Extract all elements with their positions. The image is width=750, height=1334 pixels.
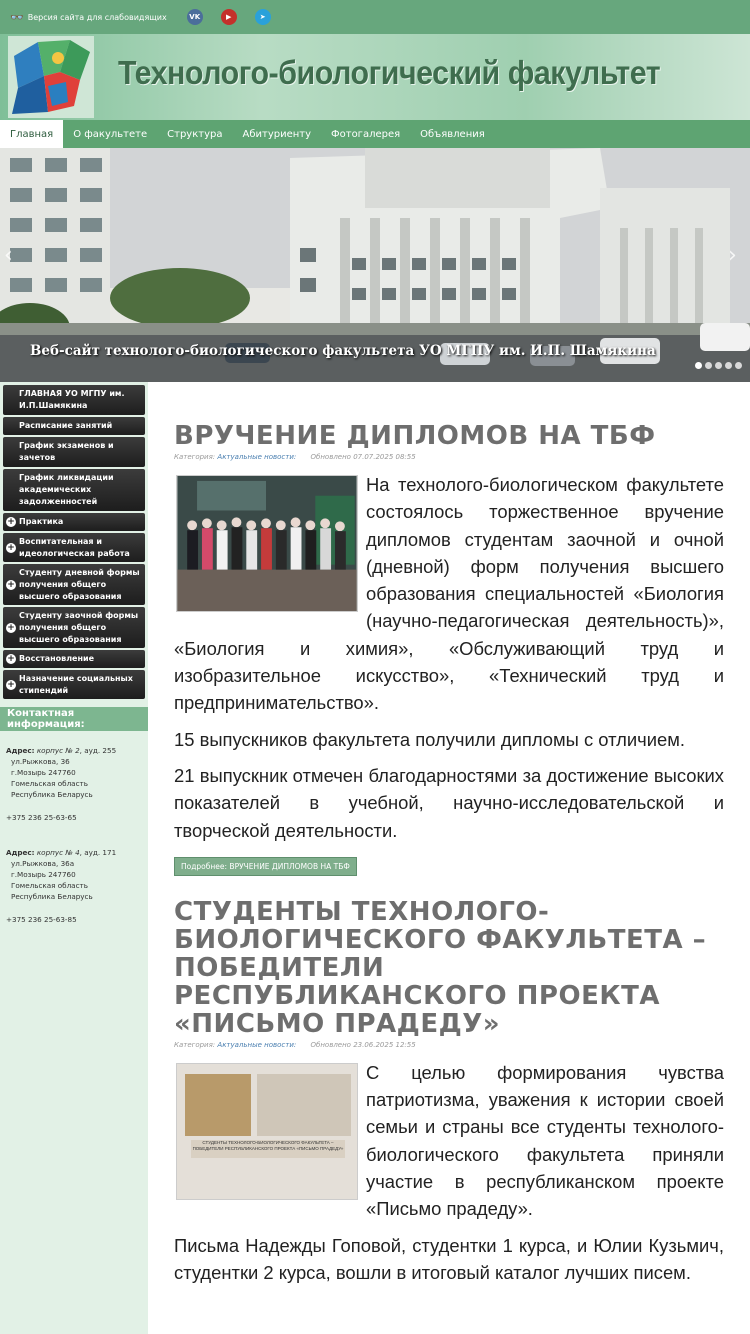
sidebar-item-debt-schedule[interactable] (3, 469, 145, 511)
sidebar-item-label: ГЛАВНАЯ УО МГПУ им. И.П.Шамякина (19, 389, 125, 410)
sidebar-menu (0, 382, 148, 699)
country: Республика Беларусь (11, 790, 93, 799)
plus-icon: + (7, 579, 15, 590)
article-paragraph: Письма Надежды Гоповой, студентки 1 курса, и Юлии Кузьмич, студентки 2 курса, вошли в итоговый каталог лучших писем. (174, 1234, 724, 1283)
sidebar-item-parttime-students[interactable] (3, 607, 145, 648)
sidebar-item-university-home[interactable] (3, 385, 145, 415)
slider-dot[interactable] (735, 362, 742, 369)
sidebar-item-label: График экзаменов и зачетов (19, 441, 114, 462)
main-nav (0, 120, 750, 148)
sidebar-item-label: Студенту дневной формы получения общего высшего образования (19, 567, 140, 601)
read-more-button[interactable]: Подробнее: ВРУЧЕНИЕ ДИПЛОМОВ НА ТБФ (174, 857, 357, 876)
article-paragraph: С целью формирования чувства патриотизма, уважения к истории своей семьи и страны все студенты технолого-биологического факультета приняли участие в республиканском проекте «Письмо прадеду». (366, 1061, 724, 1220)
building: корпус № 2 (36, 746, 80, 755)
phone: +375 236 25-63-65 (6, 813, 77, 822)
sidebar-item-label: Восстановление (19, 654, 95, 663)
slider-dot[interactable] (725, 362, 732, 369)
article-body (174, 471, 724, 844)
slider-dot[interactable] (705, 362, 712, 369)
article-paragraph: 21 выпускник отмечен благодарностями за достижение высоких показателей в учебной, научно-исследовательской и творческой деятельности. (174, 764, 724, 841)
nav-about[interactable]: О факультете (73, 128, 148, 140)
sidebar-item-education-work[interactable] (3, 533, 145, 562)
site-header (0, 34, 750, 120)
article-paragraph: На технолого-биологическом факультете состоялось торжественное вручение дипломов студентам заочной и очной (дневной) форм получения высшего образования специальностей «Биология (научно-педагогическая деятельность)», «Биология и химия», «Обслуживающий труд и изобразительное искусство», «Технический труд и предпринимательство». (174, 474, 724, 714)
sidebar-item-fulltime-students[interactable] (3, 564, 145, 605)
sidebar-item-practice[interactable] (3, 513, 145, 531)
nav-announcements[interactable]: Объявления (420, 128, 485, 140)
sidebar-item-schedule[interactable] (3, 417, 145, 435)
category-label: Категория: (174, 1040, 216, 1049)
category-label: Категория: (174, 453, 216, 461)
plus-icon: + (7, 654, 15, 664)
address-label: Адрес: (6, 848, 35, 857)
updated-date: Обновлено 07.07.2025 08:55 (310, 453, 416, 461)
article-meta (174, 1041, 724, 1049)
street: ул.Рыжкова, 36 (11, 757, 70, 766)
slide-caption: Веб-сайт технолого-биологического факультета УО МГПУ им. И.П. Шамякина (30, 343, 656, 359)
sidebar-item-restoration[interactable] (3, 650, 145, 668)
building: корпус № 4 (36, 848, 80, 857)
top-bar (0, 0, 750, 34)
city: г.Мозырь 247760 (11, 768, 76, 777)
poster-caption: СТУДЕНТЫ ТЕХНОЛОГО-БИОЛОГИЧЕСКОГО ФАКУЛЬТЕТА – ПОБЕДИТЕЛИ РЕСПУБЛИКАНСКОГО ПРОЕКТА «ПИСЬМО ПРАДЕДУ» (191, 1140, 345, 1158)
address-label: Адрес: (6, 746, 35, 755)
article-photo[interactable] (176, 1063, 358, 1200)
youtube-icon[interactable]: ▶ (221, 9, 237, 25)
slider-next-arrow[interactable]: › (728, 243, 737, 268)
updated-date: Обновлено 23.06.2025 12:55 (310, 1040, 416, 1049)
article (174, 876, 724, 1286)
article (174, 382, 724, 876)
article-photo[interactable] (176, 475, 358, 612)
city: г.Мозырь 247760 (11, 870, 76, 879)
article-title[interactable]: ВРУЧЕНИЕ ДИПЛОМОВ НА ТБФ (174, 421, 656, 451)
country: Республика Беларусь (11, 892, 93, 901)
sidebar-item-label: Назначение социальных стипендий (19, 673, 133, 695)
slider-prev-arrow[interactable]: ‹ (4, 243, 13, 268)
plus-icon: + (7, 542, 15, 553)
room: , ауд. 255 (79, 746, 117, 755)
sidebar-item-label: Студенту заочной формы получения общего высшего образования (19, 610, 139, 644)
low-vision-link[interactable]: Версия сайта для слабовидящих (27, 12, 167, 22)
slider-dot[interactable] (715, 362, 722, 369)
nav-applicants[interactable]: Абитуриенту (242, 128, 312, 140)
sidebar-item-label: Расписание занятий (19, 421, 113, 430)
category-link[interactable]: Актуальные новости: (217, 453, 297, 461)
sidebar-item-label: Практика (19, 517, 64, 526)
letter-image (257, 1074, 351, 1136)
site-title: Технолого-биологический факультет (118, 54, 661, 91)
plus-icon: + (7, 679, 15, 690)
telegram-icon[interactable]: ➤ (255, 9, 271, 25)
vk-icon[interactable]: VK (187, 9, 203, 25)
article-body (174, 1059, 724, 1286)
nav-gallery[interactable]: Фотогалерея (331, 128, 401, 140)
region: Гомельская область (11, 779, 88, 788)
contact-block (0, 823, 148, 925)
glasses-icon[interactable]: 👓 (10, 10, 24, 24)
category-link[interactable]: Актуальные новости: (217, 1040, 297, 1049)
sidebar-item-label: График ликвидации академических задолженностей (19, 473, 114, 506)
sidebar (0, 382, 148, 1334)
contacts-heading: Контактная информация: (0, 707, 148, 731)
region: Гомельская область (11, 881, 88, 890)
faculty-logo[interactable] (8, 36, 94, 118)
phone: +375 236 25-63-85 (6, 915, 77, 924)
main-content (174, 382, 724, 1334)
slider-dots (692, 362, 742, 369)
plus-icon: + (7, 622, 15, 633)
hero-slider[interactable] (0, 148, 750, 382)
street: ул.Рыжкова, 36а (11, 859, 75, 868)
slider-dot[interactable] (695, 362, 702, 369)
sidebar-item-social-scholarships[interactable] (3, 670, 145, 699)
poster-image (185, 1074, 251, 1136)
plus-icon: + (7, 517, 15, 527)
room: , ауд. 171 (79, 848, 117, 857)
article-paragraph: 15 выпускников факультета получили дипломы с отличием. (174, 728, 685, 750)
article-meta (174, 453, 724, 461)
sidebar-item-label: Воспитательная и идеологическая работа (19, 536, 130, 558)
sidebar-item-exam-schedule[interactable] (3, 437, 145, 467)
nav-structure[interactable]: Структура (167, 128, 223, 140)
article-title[interactable]: СТУДЕНТЫ ТЕХНОЛОГО-БИОЛОГИЧЕСКОГО ФАКУЛЬТЕТА – ПОБЕДИТЕЛИ РЕСПУБЛИКАНСКОГО ПРОЕКТА «ПИСЬМО ПРАДЕДУ» (174, 896, 707, 1039)
nav-home[interactable]: Главная (0, 120, 63, 148)
contact-block (0, 731, 148, 823)
